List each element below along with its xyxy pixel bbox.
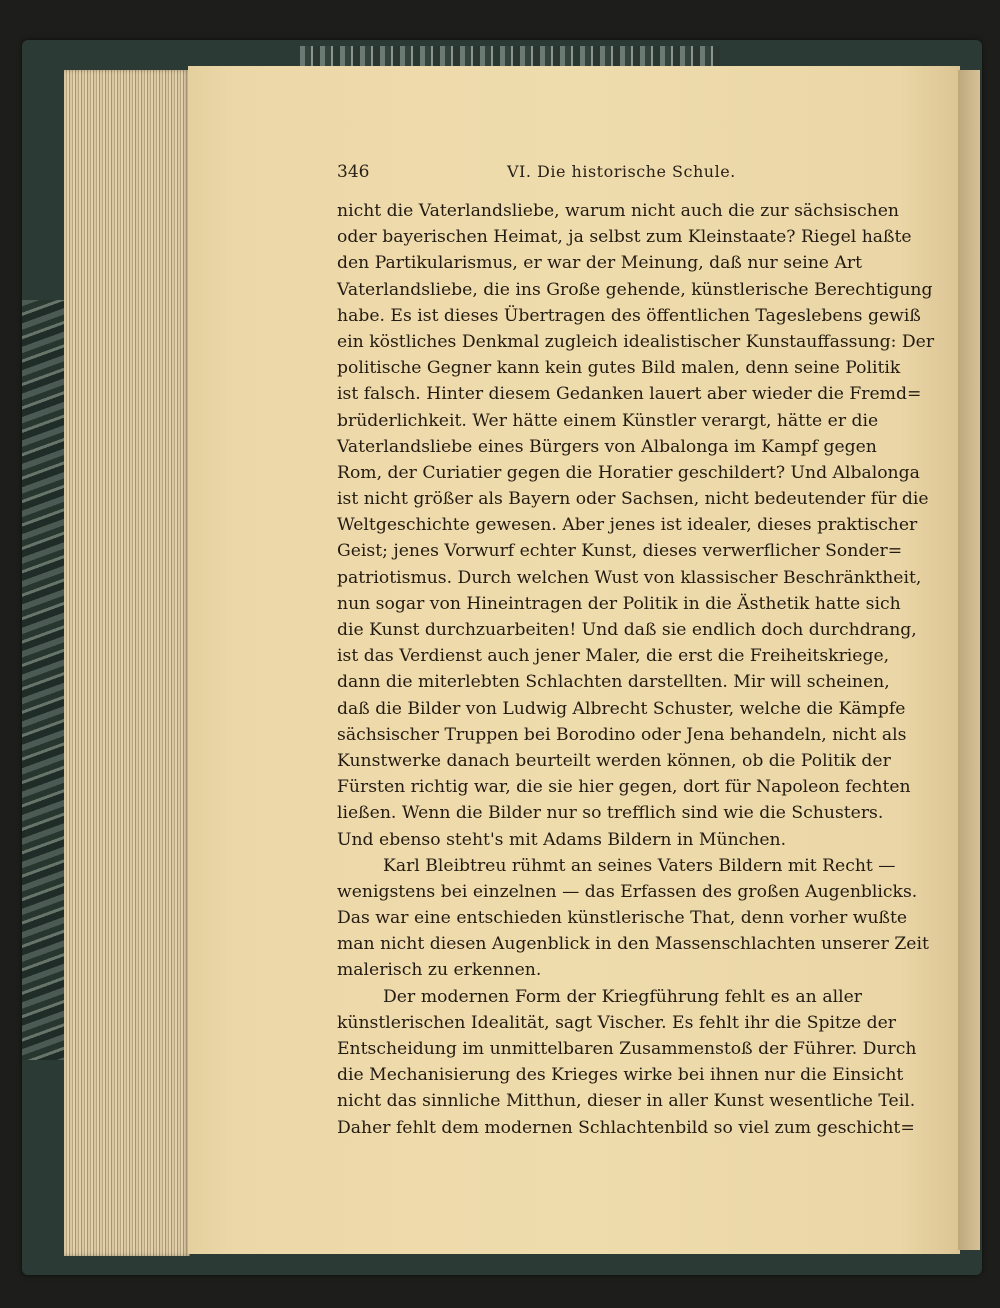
text-line: ließen. Wenn die Bilder nur so trefflich sind wie die Schusters. [337, 803, 884, 824]
text-line: nicht die Vaterlandsliebe, warum nicht auch die zur sächsischen [337, 201, 899, 221]
body-text [337, 198, 935, 1141]
marbled-top-edge [300, 46, 720, 66]
text-line: die Kunst durchzuarbeiten! Und daß sie endlich doch durchdrang, [337, 620, 917, 640]
text-line: den Partikularismus, er war der Meinung, daß nur seine Art [337, 253, 862, 274]
text-line: nun sogar von Hineintragen der Politik in die Ästhetik hatte sich [337, 593, 901, 614]
text-line: habe. Es ist dieses Übertragen des öffentlichen Tageslebens gewiß [337, 305, 921, 326]
text-line: patriotismus. Durch welchen Wust von klassischer Beschränktheit, [337, 567, 922, 588]
text-line: Weltgeschichte gewesen. Aber jenes ist idealer, dieses praktischer [337, 515, 918, 536]
text-line: Fürsten richtig war, die sie hier gegen, dort für Napoleon fechten [337, 777, 911, 798]
text-line: Vaterlandsliebe, die ins Große gehende, künstlerische Berechtigung [337, 279, 933, 300]
text-line: ist falsch. Hinter diesem Gedanken lauert aber wieder die Fremd= [337, 384, 922, 405]
page-stack-edge [64, 70, 190, 1256]
text-line: Das war eine entschieden künstlerische That, denn vorher wußte [337, 908, 908, 929]
text-line: ist das Verdienst auch jener Maler, die erst die Freiheitskriege, [337, 646, 890, 667]
text-line: Rom, der Curiatier gegen die Horatier geschildert? Und Albalonga [337, 462, 920, 483]
text-line: Karl Bleibtreu rühmt an seines Vaters Bildern mit Recht — [383, 855, 896, 876]
page-number: 346 [337, 162, 370, 182]
text-line: dann die miterlebten Schlachten darstellten. Mir will scheinen, [337, 672, 890, 693]
text-line: Entscheidung im unmittelbaren Zusammenstoß der Führer. Durch [337, 1039, 917, 1059]
text-line: wenigstens bei einzelnen — das Erfassen des großen Augenblicks. [337, 881, 918, 902]
text-line: ein köstliches Denkmal zugleich idealistischer Kunstauffassung: Der [337, 331, 935, 352]
text-line: die Mechanisierung des Krieges wirke bei ihnen nur die Einsicht [337, 1065, 904, 1086]
text-line: man nicht diesen Augenblick in den Massenschlachten unserer Zeit [337, 934, 929, 955]
text-line: politische Gegner kann kein gutes Bild malen, denn seine Politik [337, 358, 901, 379]
text-line: oder bayerischen Heimat, ja selbst zum Kleinstaate? Riegel haßte [337, 227, 912, 248]
text-line: künstlerischen Idealität, sagt Vischer. Es fehlt ihr die Spitze der [337, 1012, 897, 1033]
text-line: Der modernen Form der Kriegführung fehlt es an aller [383, 986, 862, 1007]
text-line: ist nicht größer als Bayern oder Sachsen, nicht bedeutender für die [337, 489, 929, 510]
text-line: Und ebenso steht's mit Adams Bildern in München. [337, 829, 787, 850]
text-line: nicht das sinnliche Mitthun, dieser in aller Kunst wesentliche Teil. [337, 1091, 916, 1112]
text-line: malerisch zu erkennen. [337, 960, 542, 981]
text-line: brüderlichkeit. Wer hätte einem Künstler verargt, hätte er die [337, 410, 879, 431]
text-line: Kunstwerke danach beurteilt werden können, ob die Politik der [337, 750, 891, 771]
running-head: VI. Die historische Schule. [507, 162, 736, 181]
text-line: sächsischer Truppen bei Borodino oder Jena behandeln, nicht als [337, 724, 907, 745]
page-header [337, 160, 862, 190]
text-line: Vaterlandsliebe eines Bürgers von Albalonga im Kampf gegen [337, 436, 877, 457]
text-line: Daher fehlt dem modernen Schlachtenbild so viel zum geschicht= [337, 1117, 915, 1138]
text-line: Geist; jenes Vorwurf echter Kunst, dieses verwerflicher Sonder= [337, 541, 903, 562]
next-page-edge [958, 70, 980, 1250]
text-line: daß die Bilder von Ludwig Albrecht Schuster, welche die Kämpfe [337, 698, 906, 719]
